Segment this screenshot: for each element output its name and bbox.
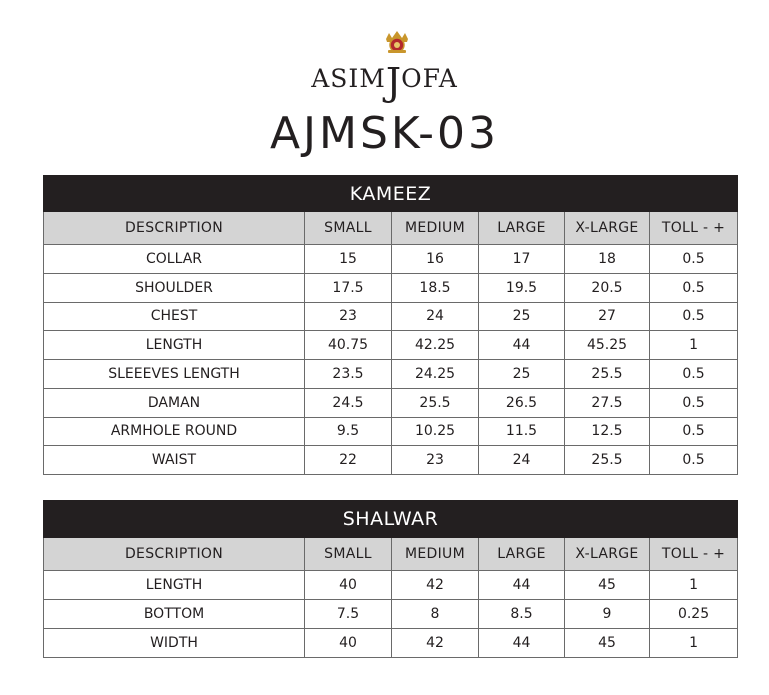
column-header: DESCRIPTION — [44, 212, 305, 245]
row-label: WIDTH — [44, 629, 305, 658]
row-label: CHEST — [44, 302, 305, 331]
table-cell: 44 — [479, 331, 565, 360]
row-label: WAIST — [44, 446, 305, 475]
table-row — [44, 446, 738, 475]
table-cell: 11.5 — [479, 417, 565, 446]
table-cell: 17 — [479, 245, 565, 274]
table-cell: 0.25 — [650, 600, 738, 629]
table-cell: 22 — [305, 446, 392, 475]
table-row — [44, 417, 738, 446]
table-cell: 27.5 — [565, 388, 650, 417]
table-cell: 24.5 — [305, 388, 392, 417]
table-cell: 24 — [479, 446, 565, 475]
brand-name-j: J — [385, 60, 402, 104]
brand-name-part1: ASIM — [311, 64, 386, 93]
column-header: SMALL — [305, 538, 392, 571]
table-cell: 44 — [479, 571, 565, 600]
kameez-table — [43, 175, 737, 475]
table-cell: 0.5 — [650, 302, 738, 331]
row-label: SLEEEVES LENGTH — [44, 360, 305, 389]
kameez-header-row — [44, 212, 738, 245]
column-header: LARGE — [479, 538, 565, 571]
table-cell: 20.5 — [565, 273, 650, 302]
row-label: COLLAR — [44, 245, 305, 274]
shalwar-title: SHALWAR — [44, 501, 738, 538]
table-cell: 0.5 — [650, 417, 738, 446]
column-header: X-LARGE — [565, 538, 650, 571]
table-row — [44, 629, 738, 658]
table-cell: 1 — [650, 629, 738, 658]
row-label: BOTTOM — [44, 600, 305, 629]
table-cell: 45 — [565, 571, 650, 600]
column-header: SMALL — [305, 212, 392, 245]
table-cell: 40 — [305, 571, 392, 600]
column-header: MEDIUM — [392, 538, 479, 571]
table-cell: 25.5 — [565, 446, 650, 475]
table-cell: 27 — [565, 302, 650, 331]
product-code: AJMSK-03 — [269, 108, 500, 159]
table-cell: 8.5 — [479, 600, 565, 629]
table-cell: 23 — [305, 302, 392, 331]
row-label: LENGTH — [44, 571, 305, 600]
table-row — [44, 331, 738, 360]
column-header: LARGE — [479, 212, 565, 245]
table-row — [44, 245, 738, 274]
crown-crest-icon — [383, 30, 411, 54]
table-cell: 25 — [479, 302, 565, 331]
table-cell: 19.5 — [479, 273, 565, 302]
table-cell: 10.25 — [392, 417, 479, 446]
table-cell: 0.5 — [650, 273, 738, 302]
table-cell: 25.5 — [565, 360, 650, 389]
table-cell: 8 — [392, 600, 479, 629]
brand-logo — [0, 60, 769, 104]
table-cell: 9 — [565, 600, 650, 629]
row-label: LENGTH — [44, 331, 305, 360]
table-cell: 42 — [392, 571, 479, 600]
table-cell: 1 — [650, 571, 738, 600]
kameez-title: KAMEEZ — [44, 176, 738, 212]
table-cell: 0.5 — [650, 245, 738, 274]
table-row — [44, 388, 738, 417]
table-cell: 24 — [392, 302, 479, 331]
table-cell: 40.75 — [305, 331, 392, 360]
column-header: TOLL - + — [650, 538, 738, 571]
column-header: TOLL - + — [650, 212, 738, 245]
table-cell: 18.5 — [392, 273, 479, 302]
table-cell: 45.25 — [565, 331, 650, 360]
column-header: X-LARGE — [565, 212, 650, 245]
table-cell: 16 — [392, 245, 479, 274]
table-cell: 23 — [392, 446, 479, 475]
shalwar-header-row — [44, 538, 738, 571]
table-cell: 0.5 — [650, 446, 738, 475]
table-cell: 44 — [479, 629, 565, 658]
table-row — [44, 571, 738, 600]
table-cell: 40 — [305, 629, 392, 658]
table-cell: 42.25 — [392, 331, 479, 360]
table-row — [44, 600, 738, 629]
table-row — [44, 273, 738, 302]
table-cell: 0.5 — [650, 360, 738, 389]
table-row — [44, 360, 738, 389]
table-cell: 7.5 — [305, 600, 392, 629]
column-header: DESCRIPTION — [44, 538, 305, 571]
table-cell: 15 — [305, 245, 392, 274]
header — [0, 0, 769, 170]
table-row — [44, 302, 738, 331]
table-cell: 45 — [565, 629, 650, 658]
table-cell: 25 — [479, 360, 565, 389]
table-cell: 17.5 — [305, 273, 392, 302]
table-cell: 18 — [565, 245, 650, 274]
brand-name-part2: OFA — [401, 64, 458, 93]
table-cell: 9.5 — [305, 417, 392, 446]
shalwar-table — [43, 500, 737, 658]
table-cell: 26.5 — [479, 388, 565, 417]
table-cell: 1 — [650, 331, 738, 360]
table-cell: 23.5 — [305, 360, 392, 389]
table-cell: 24.25 — [392, 360, 479, 389]
row-label: ARMHOLE ROUND — [44, 417, 305, 446]
row-label: SHOULDER — [44, 273, 305, 302]
table-cell: 12.5 — [565, 417, 650, 446]
table-cell: 25.5 — [392, 388, 479, 417]
table-cell: 0.5 — [650, 388, 738, 417]
table-cell: 42 — [392, 629, 479, 658]
row-label: DAMAN — [44, 388, 305, 417]
column-header: MEDIUM — [392, 212, 479, 245]
